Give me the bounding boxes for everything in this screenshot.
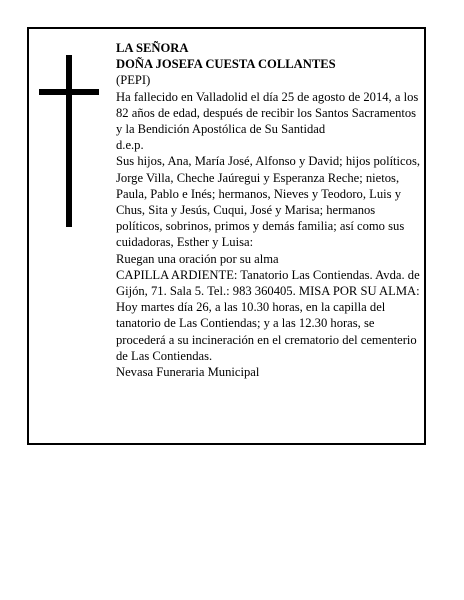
title-line: LA SEÑORA bbox=[116, 41, 189, 55]
nickname: (PEPI) bbox=[116, 73, 151, 88]
obituary-text bbox=[116, 40, 421, 380]
cross-icon bbox=[39, 55, 99, 227]
family-list: Sus hijos, Ana, María José, Alfonso y David; hijos políticos, Jorge Villa, Cheche Jaúregui y Esperanza Reche; nietos, Paula, Pablo e Inés; hermanos, Nieves y Teodoro, Luis y Chus, Sita y Jesús, Cuqui, José y Marisa; hermanos políticos, sobrinos, primos y demás familia; así como sus cuidadoras, Esther y Luisa: bbox=[116, 154, 420, 250]
funeral-home: Nevasa Funeraria Municipal bbox=[116, 365, 260, 380]
prayer-request: Ruegan una oración por su alma bbox=[116, 251, 279, 266]
death-notice: Ha fallecido en Valladolid el día 25 de agosto de 2014, a los 82 años de edad, después de recibir los Santos Sacramentos y la Bendición Apostólica de Su Santidad bbox=[116, 89, 419, 137]
rip: d.e.p. bbox=[116, 138, 144, 153]
chapel-info: CAPILLA ARDIENTE: Tanatorio Las Contiendas. Avda. de Gijón, 71. Sala 5. Tel.: 983 360405. MISA POR SU ALMA: Hoy martes día 26, a las 10.30 horas, en la capilla del tanatorio de Las Contiendas; y a las 12.30 horas, se procederá a su incineración en el crematorio del cementerio de Las Contiendas. bbox=[116, 267, 420, 363]
obituary-notice bbox=[27, 27, 426, 445]
deceased-name: DOÑA JOSEFA CUESTA COLLANTES bbox=[116, 57, 336, 72]
